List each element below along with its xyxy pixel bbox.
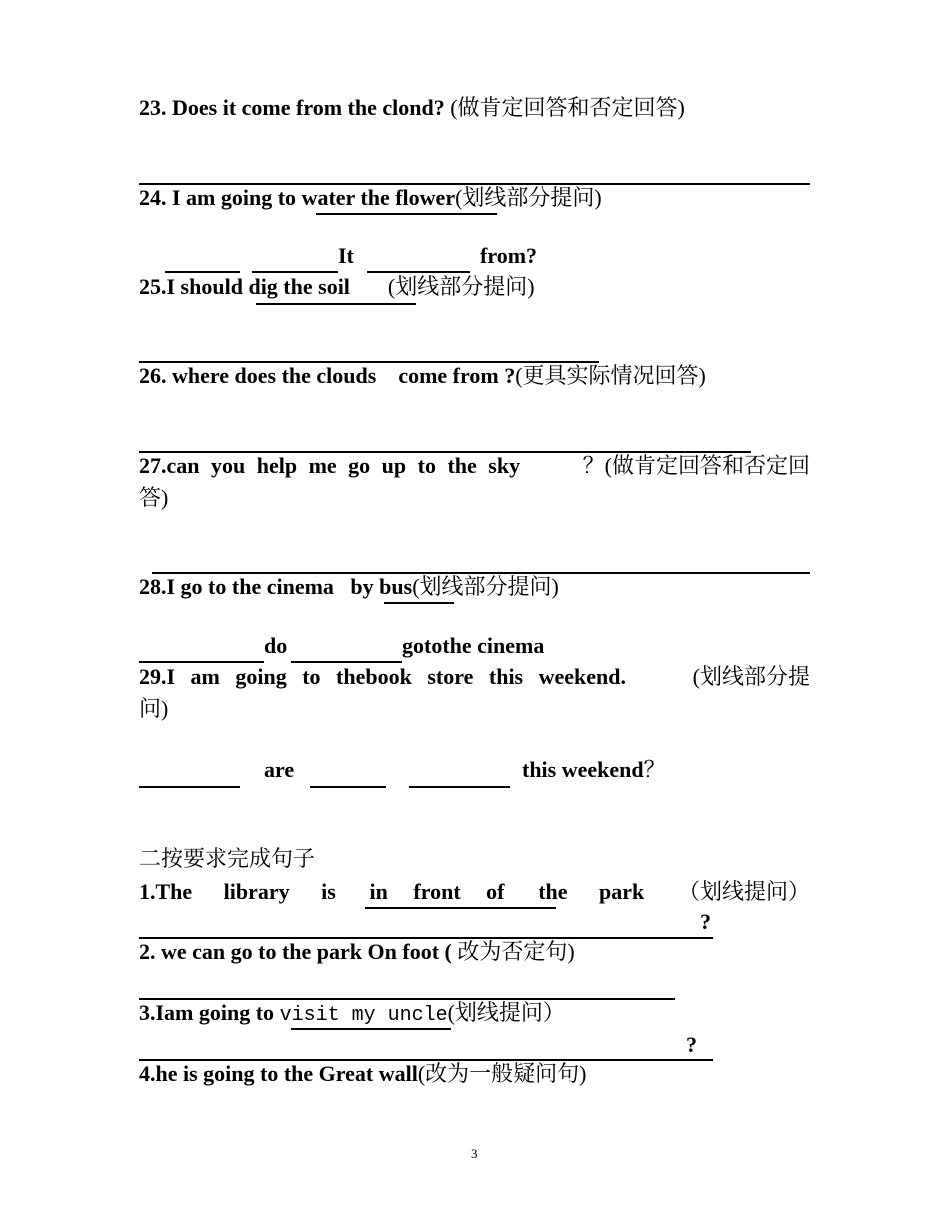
question-29: 29.I am going to thebook store this weekend. (划线部分提 [139,664,810,689]
question-28: 28.I go to the cinema by bus(划线部分提问) [139,574,559,599]
sentence-4: 4.he is going to the Great wall(改为一般疑问句) [139,1061,587,1086]
question-25: 25.I should dig the soil (划线部分提问) [139,274,535,299]
blank-line [310,786,386,788]
blank-line [367,271,470,273]
question-mark: ? [686,1032,697,1057]
underline-24 [316,213,497,215]
sentence-2: 2. we can go to the park On foot ( 改为否定句) [139,939,575,964]
blank-line [139,786,240,788]
question-29-cont: 问) [139,696,169,721]
sentence-1: 1.The library is in front of the park （划线提问） [139,879,810,904]
question-26: 26. where does the clouds come from ?(更具实际情况回答) [139,363,706,388]
blank-line [165,271,240,273]
blank-word-from: from? [480,243,538,268]
blank-word-do: do [264,633,288,658]
underline-28 [384,602,454,604]
question-24: 24. I am going to water the flower(划线部分提问) [139,185,602,210]
blank-line [409,786,510,788]
question-27: 27.can you help me go up to the sky ？(做肯定回答和否定回 [139,453,810,478]
underline-s1 [365,907,556,909]
section-2-title: 二按要求完成句子 [139,846,316,871]
blank-line [252,271,338,273]
question-mark: ? [700,909,711,934]
question-27-cont: 答) [139,485,169,510]
blank-line [291,661,402,663]
blank-word-gotothe-cinema: gotothe cinema [402,633,545,658]
underline-25 [256,303,416,305]
underline-s3 [291,1028,451,1030]
sentence-3: 3.Iam going to visit my uncle(划线提问） [139,1000,565,1027]
blank-word-it: It [338,243,354,268]
blank-line [139,661,264,663]
blank-word-this-weekend: this weekend？ [522,757,666,782]
page-number: 3 [471,1146,478,1161]
question-23: 23. Does it come from the clond? (做肯定回答和否定回答) [139,95,685,120]
blank-word-are: are [264,757,295,782]
